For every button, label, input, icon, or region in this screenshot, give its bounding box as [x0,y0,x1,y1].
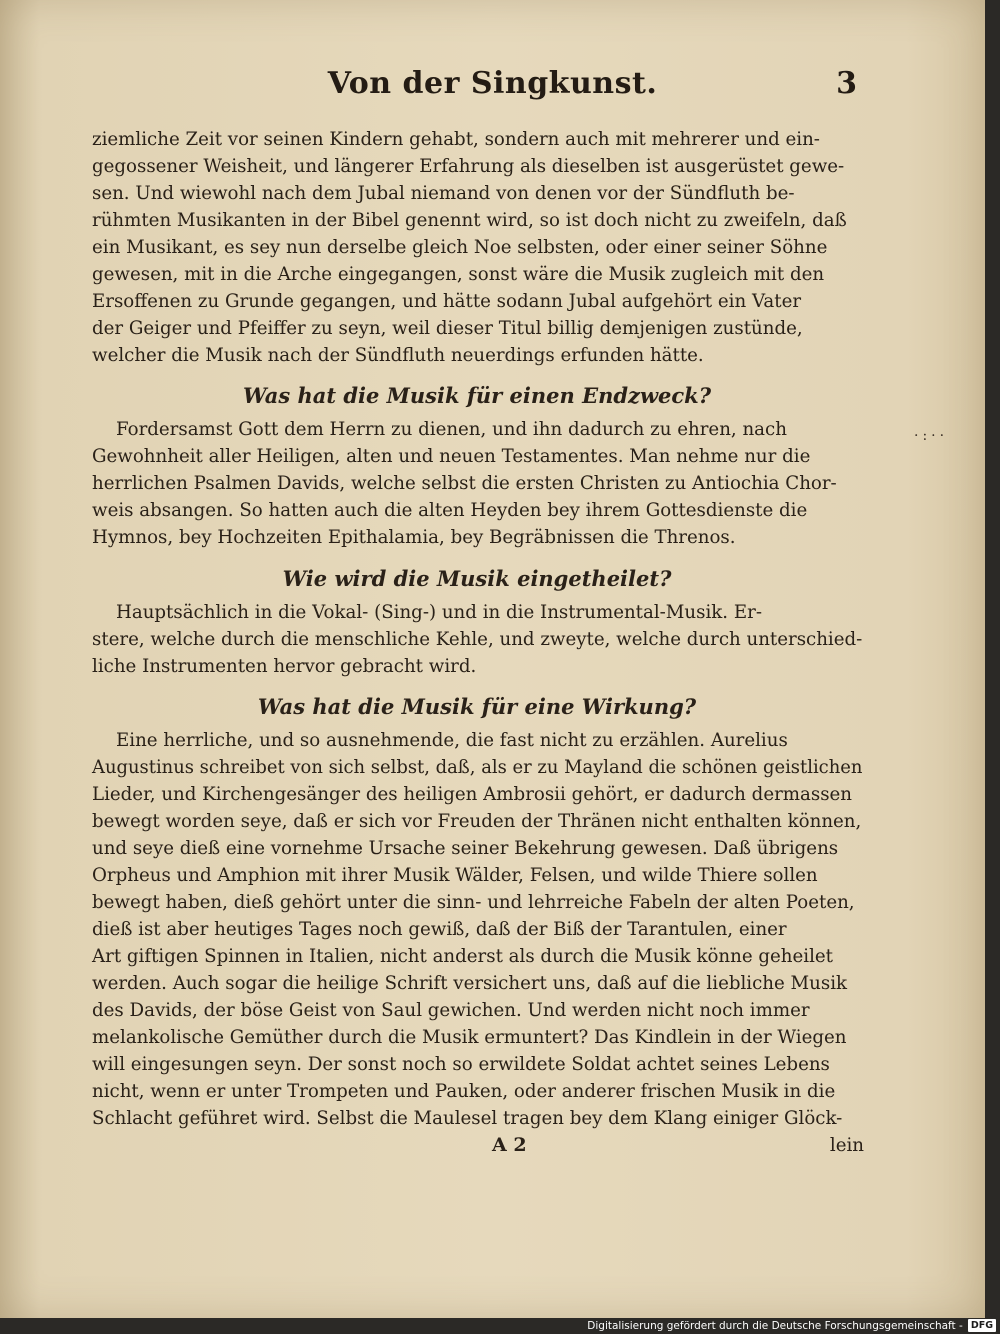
text-line: Art giftigen Spinnen in Italien, nicht anderst als durch die Musik könne geheilet [92,946,833,967]
text-line: Fordersamst Gott dem Herrn zu dienen, und ihn dadurch zu ehren, nach [116,419,787,440]
text-line: Ersoffenen zu Grunde gegangen, und hätte sodann Jubal aufgehört ein Vater [92,291,802,312]
question-heading: Was hat die Musik für einen Endzweck? [242,383,712,408]
text-line: und seye dieß eine vornehme Ursache seiner Bekehrung gewesen. Daß übrigens [92,838,839,859]
text-line: Hymnos, bey Hochzeiten Epithalamia, bey Begräbnissen die Threnos. [92,527,736,548]
text-line: Lieder, und Kirchengesänger des heiligen Ambrosii gehört, er dadurch dermassen [92,784,853,805]
margin-marks: ·:·· [914,428,949,444]
text-line: herrlichen Psalmen Davids, welche selbst die ersten Christen zu Antiochia Chor- [92,473,837,494]
text-line: Schlacht geführet wird. Selbst die Maulesel tragen bey dem Klang einiger Glöck- [92,1108,843,1129]
question-heading: Was hat die Musik für eine Wirkung? [257,694,697,719]
catchword: lein [829,1135,864,1156]
text-line: weis absangen. So hatten auch die alten Heyden bey ihrem Gottesdienste die [92,500,808,521]
answer-paragraph [92,727,862,1159]
text-line: Augustinus schreibet von sich selbst, daß, als er zu Mayland die schönen geistlichen [92,757,863,778]
text-line: gewesen, mit in die Arche eingegangen, sonst wäre die Musik zugleich mit den [92,264,825,285]
text-line: bewegt haben, dieß gehört unter die sinn- und lehrreiche Fabeln der alten Poeten, [92,892,855,913]
running-title: Von der Singkunst. [327,66,658,101]
answer-paragraph [92,416,862,551]
text-line: melankolische Gemüther durch die Musik ermuntert? Das Kindlein in der Wiegen [92,1027,847,1048]
paragraph-continuation [92,126,862,369]
text-line: Gewohnheit aller Heiligen, alten und neuen Testamentes. Man nehme nur die [92,446,811,467]
page-header [0,66,985,110]
signature-mark: A 2 [492,1134,527,1156]
text-line: liche Instrumenten hervor gebracht wird. [92,656,477,677]
question-heading: Wie wird die Musik eingetheilet? [282,566,672,591]
text-line: der Geiger und Pfeiffer zu seyn, weil dieser Titul billig demjenigen zustünde, [92,318,803,339]
text-line: stere, welche durch die menschliche Kehle, und zweyte, welche durch unterschied- [92,629,863,650]
page-number: 3 [836,66,857,101]
text-line: bewegt worden seye, daß er sich vor Freuden der Thränen nicht enthalten können, [92,811,862,832]
dfg-logo: DFG [968,1319,996,1332]
text-line: sen. Und wiewohl nach dem Jubal niemand von denen vor der Sündfluth be- [92,183,795,204]
text-line: Eine herrliche, und so ausnehmende, die fast nicht zu erzählen. Aurelius [116,730,788,751]
text-line: ziemliche Zeit vor seinen Kindern gehabt, sondern auch mit mehrerer und ein- [92,129,820,150]
page-footer [92,1132,862,1159]
text-line: gegossener Weisheit, und längerer Erfahrung als dieselben ist ausgerüstet gewe- [92,156,845,177]
text-line: dieß ist aber heutiges Tages noch gewiß, daß der Biß der Tarantulen, einer [92,919,787,940]
credit-text: Digitalisierung gefördert durch die Deutsche Forschungsgemeinschaft - [587,1319,963,1332]
answer-paragraph [92,599,862,680]
text-line: des Davids, der böse Geist von Saul gewichen. Und werden nicht noch immer [92,1000,810,1021]
text-line: welcher die Musik nach der Sündfluth neuerdings erfunden hätte. [92,345,704,366]
text-line: werden. Auch sogar die heilige Schrift versichert uns, daß auf die liebliche Musik [92,973,848,994]
text-line: ein Musikant, es sey nun derselbe gleich Noe selbsten, oder einer seiner Söhne [92,237,828,258]
text-line: rühmten Musikanten in der Bibel genennt wird, so ist doch nicht zu zweifeln, daß [92,210,847,231]
text-line: Hauptsächlich in die Vokal- (Sing-) und in die Instrumental-Musik. Er- [116,602,762,623]
page-body [92,126,862,1159]
text-line: Orpheus und Amphion mit ihrer Musik Wälder, Felsen, und wilde Thiere sollen [92,865,818,886]
text-line: will eingesungen seyn. Der sonst noch so erwildete Soldat achtet seines Lebens [92,1054,830,1075]
digitization-credit [587,1319,996,1332]
text-line: nicht, wenn er unter Trompeten und Pauken, oder anderer frischen Musik in die [92,1081,836,1102]
